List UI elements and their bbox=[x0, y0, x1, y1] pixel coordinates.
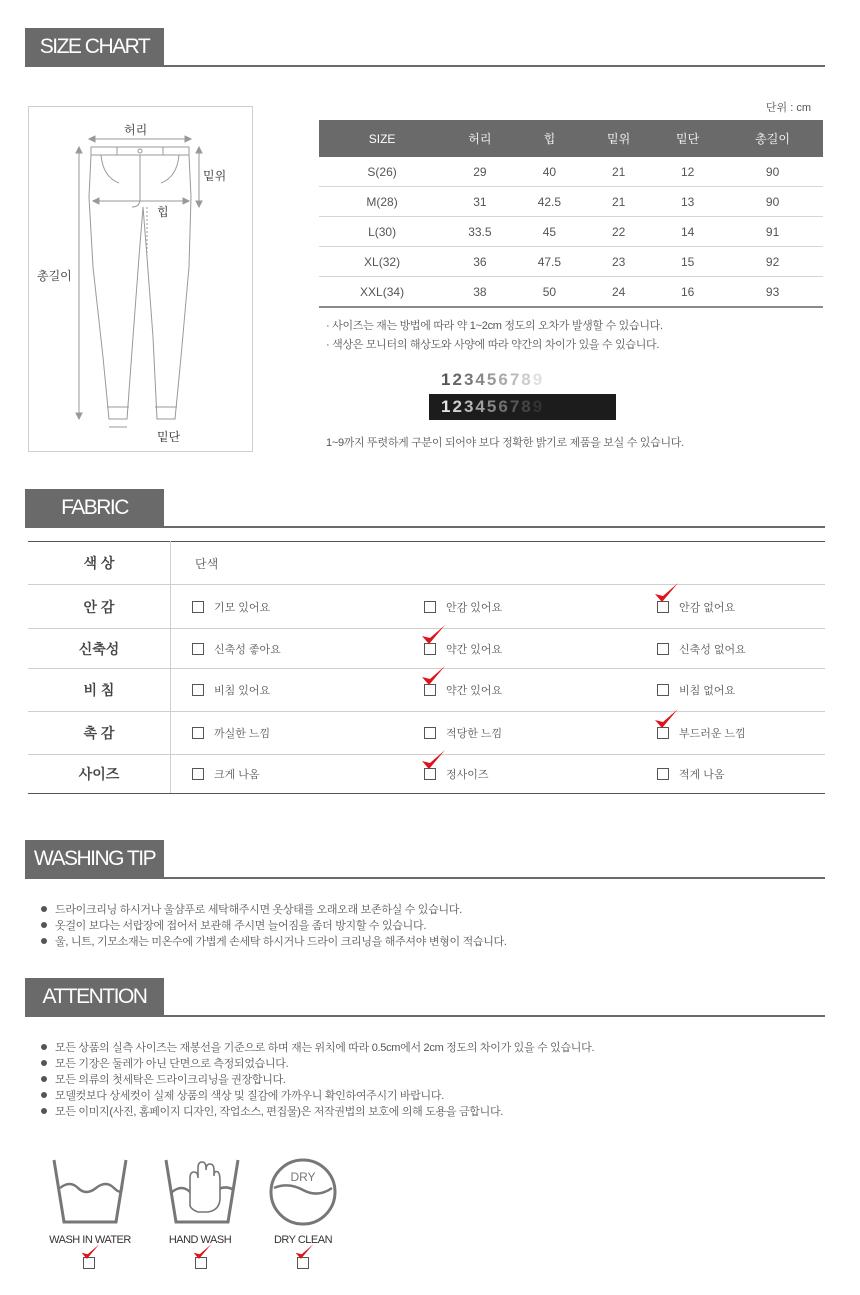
waist-label: 허리 bbox=[124, 123, 148, 137]
measurement-cell: 92 bbox=[722, 247, 823, 277]
measurement-cell: 23 bbox=[584, 247, 653, 277]
checkbox[interactable] bbox=[657, 684, 669, 696]
divider bbox=[25, 877, 825, 879]
size-row bbox=[319, 187, 823, 217]
digit: 2 bbox=[452, 397, 464, 416]
option-label: 신축성 좋아요 bbox=[214, 643, 281, 656]
dry-text: DRY bbox=[290, 1170, 316, 1184]
checkbox[interactable] bbox=[424, 601, 436, 613]
checkbox[interactable] bbox=[192, 643, 204, 655]
list-item bbox=[41, 902, 507, 918]
measurement-cell: 21 bbox=[584, 157, 653, 187]
option-label: 안감 있어요 bbox=[446, 601, 503, 614]
hip-label: 힙 bbox=[157, 205, 169, 219]
option-label: 적게 나옴 bbox=[679, 769, 725, 781]
digit: 8 bbox=[521, 370, 533, 389]
unit-label: 단위 : cm bbox=[765, 102, 811, 114]
fabric-option[interactable] bbox=[424, 725, 502, 741]
size-table-header bbox=[319, 120, 823, 157]
measurement-cell: 15 bbox=[653, 247, 722, 277]
digit: 8 bbox=[521, 397, 533, 416]
size-cell: S(26) bbox=[319, 157, 445, 187]
fabric-option[interactable] bbox=[424, 766, 489, 782]
option-label: 적당한 느낌 bbox=[446, 728, 503, 740]
divider bbox=[25, 526, 825, 528]
checkmark-icon bbox=[653, 582, 679, 607]
list-item-text: 모든 의류의 첫세탁은 드라이크리닝을 권장합니다. bbox=[55, 1074, 286, 1086]
wash-in-water-icon bbox=[50, 1158, 130, 1228]
list-item bbox=[41, 1056, 594, 1072]
fabric-header bbox=[25, 489, 825, 529]
checkmark-icon bbox=[294, 1243, 314, 1266]
brightness-digits bbox=[441, 370, 544, 390]
digit: 5 bbox=[486, 370, 499, 389]
option-label: 까실한 느낌 bbox=[214, 728, 271, 740]
section-title: ATTENTION bbox=[25, 978, 164, 1016]
measurement-cell: 38 bbox=[445, 277, 514, 308]
list-item bbox=[41, 1088, 594, 1104]
bullet-icon bbox=[41, 1044, 47, 1050]
size-note: · 사이즈는 재는 방법에 따라 약 1~2cm 정도의 오차가 발생할 수 있습니다. bbox=[326, 320, 663, 332]
checkbox[interactable] bbox=[192, 727, 204, 739]
dry-clean-icon bbox=[268, 1156, 338, 1228]
measurement-cell: 21 bbox=[584, 187, 653, 217]
measurement-cell: 42.5 bbox=[515, 187, 584, 217]
option-label: 약간 있어요 bbox=[446, 685, 503, 697]
bullet-icon bbox=[41, 938, 47, 944]
fabric-option[interactable] bbox=[192, 599, 270, 615]
measurement-cell: 90 bbox=[722, 157, 823, 187]
size-row bbox=[319, 157, 823, 187]
hand-wash-icon bbox=[162, 1158, 242, 1228]
bullet-icon bbox=[41, 906, 47, 912]
measurement-cell: 90 bbox=[722, 187, 823, 217]
column-header: 총길이 bbox=[722, 120, 823, 157]
checkmark-icon bbox=[80, 1243, 100, 1266]
list-item-text: 드라이크리닝 하시거나 울샴푸로 세탁해주시면 옷상태를 오래오래 보존하실 수 있습니다. bbox=[55, 904, 462, 916]
column-header: 허리 bbox=[445, 120, 514, 157]
care-label: DRY CLEAN bbox=[273, 1234, 333, 1246]
measurement-cell: 33.5 bbox=[445, 217, 514, 247]
section-title: FABRIC bbox=[25, 489, 164, 527]
list-item bbox=[41, 1104, 594, 1120]
fabric-table bbox=[28, 541, 825, 794]
size-cell: XXL(34) bbox=[319, 277, 445, 308]
digit: 5 bbox=[486, 397, 499, 416]
digit: 1 bbox=[441, 370, 453, 389]
digit: 2 bbox=[452, 370, 464, 389]
option-label: 약간 있어요 bbox=[446, 643, 503, 656]
option-label: 안감 없어요 bbox=[679, 601, 736, 614]
brightness-note: 1~9까지 뚜렷하게 구분이 되어야 보다 정확한 밝기로 제품을 보실 수 있습니다. bbox=[326, 437, 684, 449]
measurement-cell: 24 bbox=[584, 277, 653, 308]
option-label: 비침 없어요 bbox=[679, 685, 736, 697]
digit: 9 bbox=[532, 370, 545, 389]
fabric-option[interactable] bbox=[192, 682, 270, 698]
column-header: 힙 bbox=[515, 120, 584, 157]
list-item-text: 옷걸이 보다는 서랍장에 접어서 보관해 주시면 늘어짐을 좀더 방지할 수 있습니다. bbox=[55, 920, 427, 932]
list-item-text: 울, 니트, 기모소재는 미온수에 가볍게 손세탁 하시거나 드라이 크리닝을 해주셔야 변형이 적습니다. bbox=[55, 936, 507, 948]
option-label: 크게 나옴 bbox=[214, 769, 260, 781]
total-length-label: 총길이 bbox=[37, 269, 72, 283]
divider bbox=[25, 1015, 825, 1017]
care-checkbox[interactable] bbox=[83, 1255, 95, 1273]
measurement-cell: 12 bbox=[653, 157, 722, 187]
fabric-option[interactable] bbox=[657, 725, 746, 741]
bullet-icon bbox=[41, 1092, 47, 1098]
measurement-cell: 47.5 bbox=[515, 247, 584, 277]
digit: 6 bbox=[498, 397, 510, 416]
list-item-text: 모든 기장은 둘레가 아닌 단면으로 측정되었습니다. bbox=[55, 1058, 289, 1070]
size-row bbox=[319, 277, 823, 308]
list-item-text: 모델컷보다 상세컷이 실제 상품의 색상 및 질감에 가까우니 확인하여주시기 바랍니다. bbox=[55, 1090, 444, 1102]
fabric-option[interactable] bbox=[424, 599, 502, 615]
measurement-cell: 31 bbox=[445, 187, 514, 217]
measurement-cell: 14 bbox=[653, 217, 722, 247]
row-label: 안 감 bbox=[28, 585, 171, 629]
fabric-row bbox=[28, 629, 825, 669]
measurement-cell: 29 bbox=[445, 157, 514, 187]
list-item bbox=[41, 1040, 594, 1056]
color-value: 단색 bbox=[171, 542, 826, 585]
fabric-option[interactable] bbox=[657, 599, 735, 615]
checkbox[interactable] bbox=[192, 768, 204, 780]
color-note: · 색상은 모니터의 해상도와 사양에 따라 약간의 차이가 있을 수 있습니다. bbox=[326, 339, 660, 351]
fabric-row bbox=[28, 669, 825, 712]
fabric-option[interactable] bbox=[192, 725, 270, 741]
row-label: 비 침 bbox=[28, 669, 171, 712]
care-label: HAND WASH bbox=[168, 1234, 232, 1246]
care-checkbox[interactable] bbox=[195, 1255, 207, 1273]
washing-tip-header bbox=[25, 840, 825, 880]
section-title: SIZE CHART bbox=[25, 28, 164, 66]
digit: 3 bbox=[463, 397, 476, 416]
fabric-option[interactable] bbox=[657, 766, 725, 782]
size-cell: L(30) bbox=[319, 217, 445, 247]
bullet-icon bbox=[41, 1076, 47, 1082]
measurement-cell: 45 bbox=[515, 217, 584, 247]
fabric-option[interactable] bbox=[657, 682, 735, 698]
brightness-digits-dark bbox=[429, 394, 616, 420]
checkmark-icon bbox=[420, 665, 446, 690]
measurement-cell: 40 bbox=[515, 157, 584, 187]
checkmark-icon bbox=[653, 708, 679, 733]
care-label: WASH IN WATER bbox=[49, 1234, 131, 1246]
digit: 7 bbox=[509, 370, 522, 389]
measurement-cell: 93 bbox=[722, 277, 823, 308]
rise-label: 밑위 bbox=[203, 169, 227, 183]
size-cell: XL(32) bbox=[319, 247, 445, 277]
digit: 7 bbox=[509, 397, 522, 416]
size-chart-header bbox=[25, 28, 825, 68]
attention-header bbox=[25, 978, 825, 1018]
checkbox[interactable] bbox=[424, 727, 436, 739]
list-item-text: 모든 이미지(사진, 홈페이지 디자인, 작업소스, 편집물)은 저작권법의 보호에 의해 도용을 금합니다. bbox=[55, 1106, 504, 1118]
row-label: 사이즈 bbox=[28, 755, 171, 794]
hem-label: 밑단 bbox=[157, 430, 181, 444]
washing-tip-list bbox=[41, 902, 507, 950]
bullet-icon bbox=[41, 1108, 47, 1114]
bullet-icon bbox=[41, 1060, 47, 1066]
fabric-option[interactable] bbox=[424, 682, 502, 698]
size-cell: M(28) bbox=[319, 187, 445, 217]
fabric-option[interactable] bbox=[192, 641, 281, 657]
checkbox[interactable] bbox=[657, 768, 669, 780]
column-header: 밑단 bbox=[653, 120, 722, 157]
row-label: 색 상 bbox=[28, 542, 171, 585]
fabric-row bbox=[28, 585, 825, 629]
bullet-icon bbox=[41, 922, 47, 928]
digit: 4 bbox=[475, 370, 487, 389]
section-title: WASHING TIP bbox=[25, 840, 164, 878]
row-label: 촉 감 bbox=[28, 712, 171, 755]
size-row bbox=[319, 217, 823, 247]
list-item-text: 모든 상품의 실측 사이즈는 재봉선을 기준으로 하며 재는 위치에 따라 0.5cm에서 2cm 정도의 차이가 있을 수 있습니다. bbox=[55, 1042, 595, 1054]
list-item bbox=[41, 1072, 594, 1088]
checkbox[interactable] bbox=[192, 601, 204, 613]
column-header: SIZE bbox=[319, 120, 445, 157]
row-label: 신축성 bbox=[28, 629, 171, 669]
divider bbox=[25, 65, 825, 67]
size-row bbox=[319, 247, 823, 277]
fabric-option[interactable] bbox=[192, 766, 260, 782]
measurement-cell: 91 bbox=[722, 217, 823, 247]
option-label: 정사이즈 bbox=[446, 769, 489, 781]
care-checkbox[interactable] bbox=[297, 1255, 309, 1273]
measurement-cell: 13 bbox=[653, 187, 722, 217]
measurement-cell: 50 bbox=[515, 277, 584, 308]
fabric-row bbox=[28, 755, 825, 794]
digit: 4 bbox=[475, 397, 487, 416]
list-item bbox=[41, 918, 507, 934]
digit: 3 bbox=[463, 370, 476, 389]
measurement-cell: 22 bbox=[584, 217, 653, 247]
checkmark-icon bbox=[420, 624, 446, 649]
checkbox[interactable] bbox=[192, 684, 204, 696]
checkmark-icon bbox=[420, 749, 446, 774]
fabric-row-color bbox=[28, 542, 825, 585]
option-label: 신축성 없어요 bbox=[679, 643, 746, 656]
column-header: 밑위 bbox=[584, 120, 653, 157]
checkbox[interactable] bbox=[657, 643, 669, 655]
fabric-option[interactable] bbox=[424, 641, 502, 657]
measurement-cell: 16 bbox=[653, 277, 722, 308]
fabric-option[interactable] bbox=[657, 641, 746, 657]
size-table bbox=[319, 120, 823, 308]
attention-list bbox=[41, 1040, 594, 1120]
digit: 1 bbox=[441, 397, 453, 416]
option-label: 비침 있어요 bbox=[214, 685, 271, 697]
pants-diagram bbox=[28, 106, 253, 452]
list-item bbox=[41, 934, 507, 950]
digit: 9 bbox=[532, 397, 545, 416]
option-label: 부드러운 느낌 bbox=[679, 728, 746, 740]
checkmark-icon bbox=[192, 1243, 212, 1266]
option-label: 기모 있어요 bbox=[214, 601, 271, 614]
measurement-cell: 36 bbox=[445, 247, 514, 277]
digit: 6 bbox=[498, 370, 510, 389]
